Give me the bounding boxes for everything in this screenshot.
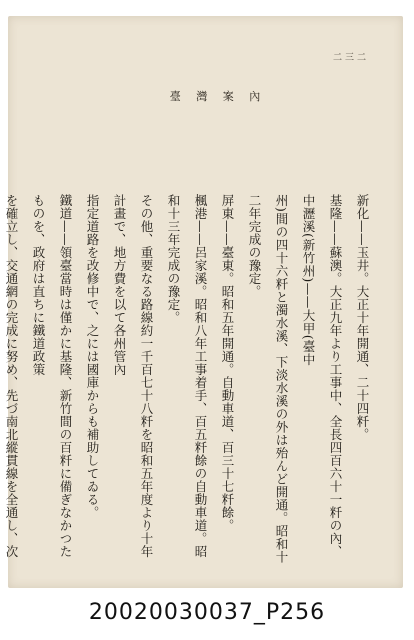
body-text xyxy=(4,194,376,566)
text-line: を確立し、交通網の完成に努め、先づ南北縱貫線を全通し、次 xyxy=(4,194,19,558)
text-line: 楓港——呂家溪。昭和八年工事着手、百五粁餘の自動車道。昭和十三年完成の豫定。 xyxy=(166,194,208,558)
text-line: 指定道路を改修中で、之には國庫からも補助してゐる。 xyxy=(85,194,100,519)
scanned-page xyxy=(4,16,403,588)
text-line: 新化——玉井。大正十年開通、二十四粁。 xyxy=(355,194,370,441)
text-line: その他、重要なる路線約一千百七十八粁を昭和五年度より十年計畫で、地方費を以て各州管內 xyxy=(112,194,154,558)
text-line: 基隆——蘇澳。大正九年より工事中、全長四百六十一粁の內、中瀝溪(新竹州)——大甲(臺中 xyxy=(301,194,343,558)
page-number: 二三二 xyxy=(333,53,370,63)
text-line: 屏東——臺東。昭和五年開通。自動車道、百三十七粁餘。 xyxy=(220,194,235,532)
image-id-caption: 20020030037_P256 xyxy=(88,600,326,625)
text-line: 州)間の四十六粁と濁水溪、下淡水溪の外は殆んど開通。昭和十二年完成の豫定。 xyxy=(247,194,289,564)
text-line: 鐵道——領臺當時は僅かに基隆、新竹間の百粁に備ぎなかつたものを、政府は直ちに鐵道政策 xyxy=(31,194,73,558)
running-title: 臺 灣 案 內 xyxy=(169,90,267,103)
